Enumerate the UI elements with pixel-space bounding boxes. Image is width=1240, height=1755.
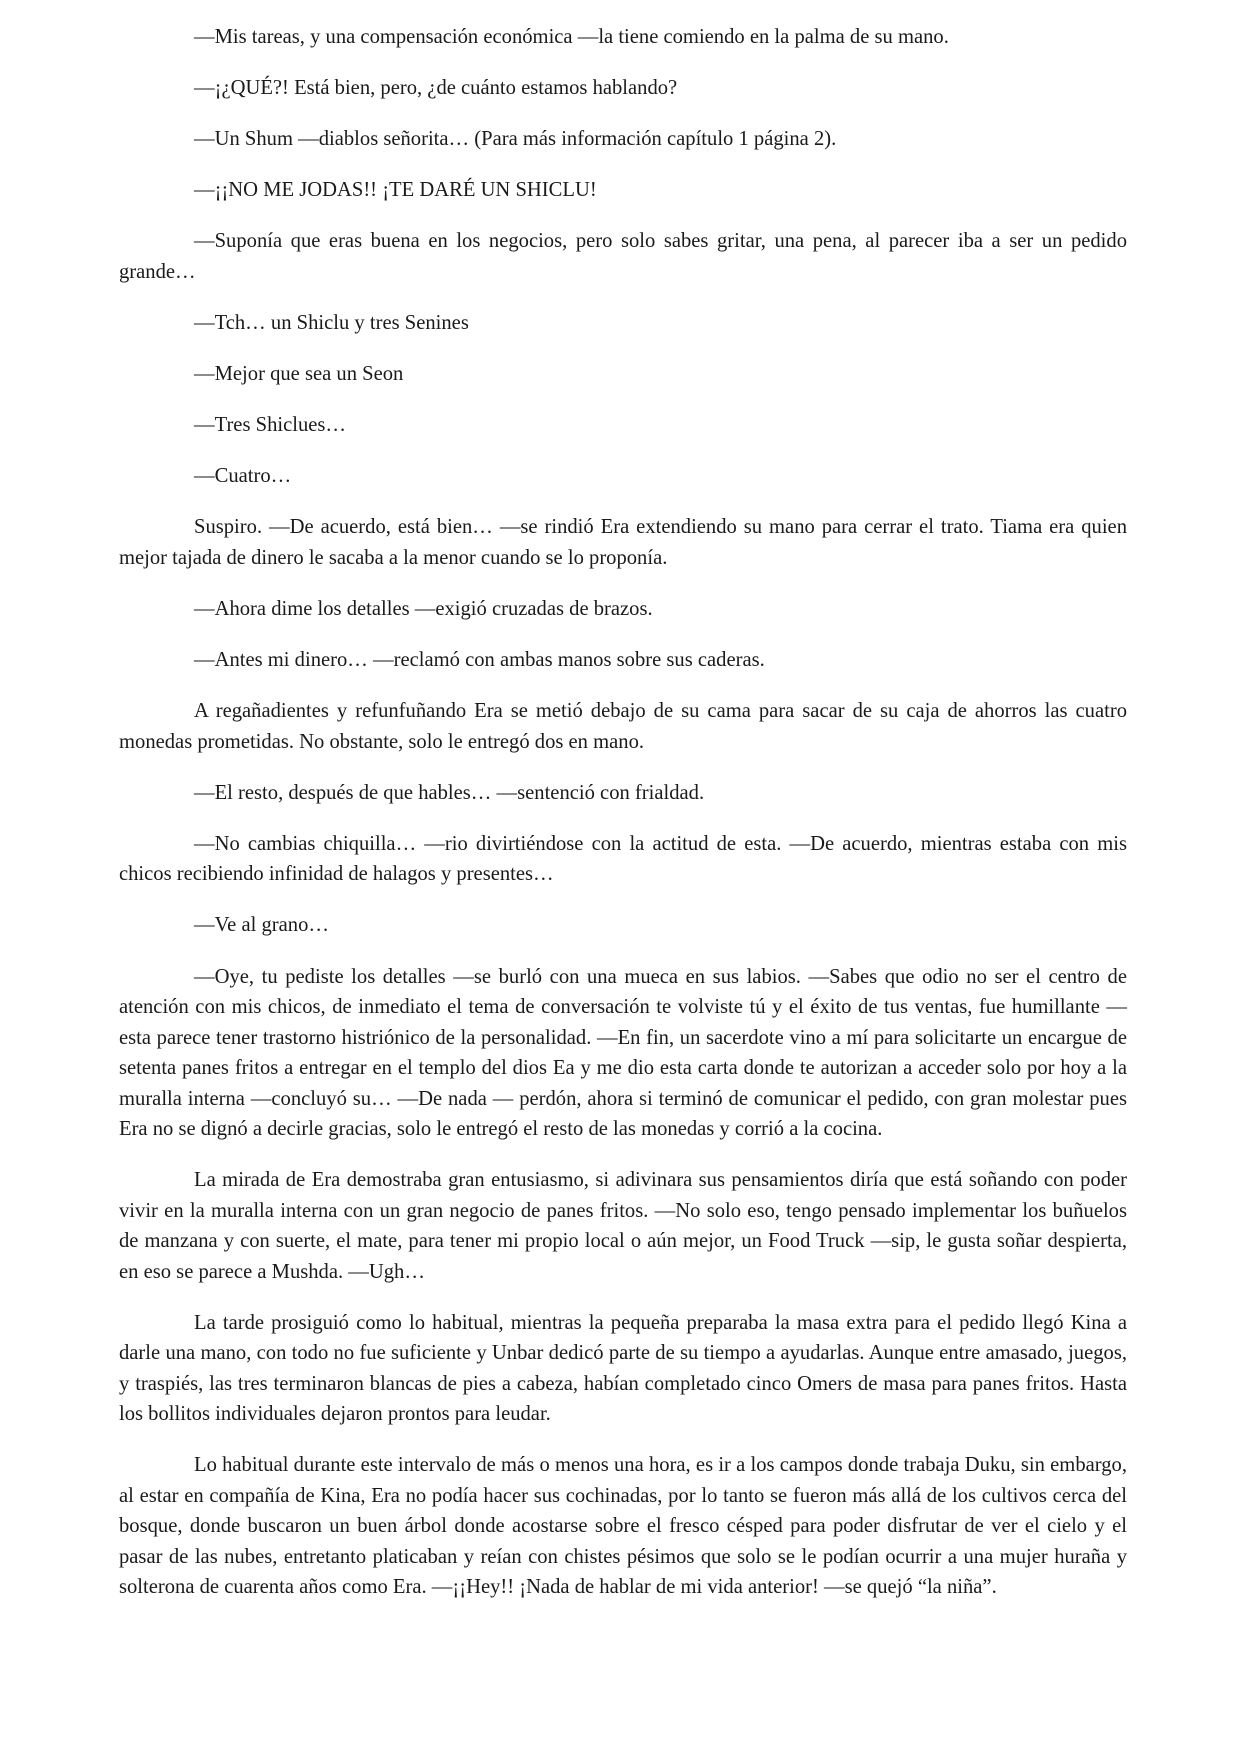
paragraph: —Tres Shiclues… <box>194 414 346 437</box>
paragraph: —Mis tareas, y una compensación económica —la tiene comiendo en la palma de su mano. <box>194 26 949 48</box>
document-page <box>119 22 1127 1623</box>
paragraph: Lo habitual durante este intervalo de más o menos una hora, es ir a los campos donde trabaja Duku, sin embargo, al estar en compañía de Kina, Era no podía hacer sus cochinadas, por lo tanto se fueron más allá de los cultivos cerca del bosque, donde buscaron un buen árbol donde acostarse sobre el fresco césped para poder disfrutar de ver el cielo y el pasar de las nubes, entretanto platicaban y reían con chistes pésimos que solo se le podían ocurrir a una mujer huraña y solterona de cuarenta años como Era. —¡¡Hey!! ¡Nada de hablar de mi vida anterior! —se quejó “la niña”. <box>119 1454 1127 1599</box>
paragraph: —Cuatro… <box>194 465 292 488</box>
paragraph: —Suponía que eras buena en los negocios, pero solo sabes gritar, una pena, al parecer iba a ser un pedido grande… <box>119 230 1127 283</box>
paragraph: Suspiro. —De acuerdo, está bien… —se rindió Era extendiendo su mano para cerrar el trato. Tiama era quien mejor tajada de dinero le sacaba a la menor cuando se lo proponía. <box>119 516 1127 569</box>
paragraph: La tarde prosiguió como lo habitual, mientras la pequeña preparaba la masa extra para el pedido llegó Kina a darle una mano, con todo no fue suficiente y Unbar dedicó parte de su tiempo a ayudarlas. Aunque entre amasado, juegos, y traspiés, las tres terminaron blancas de pies a cabeza, habían completado cinco Omers de masa para panes fritos. Hasta los bollitos individuales dejaron prontos para leudar. <box>119 1311 1127 1426</box>
paragraph: —Oye, tu pediste los detalles —se burló con una mueca en sus labios. —Sabes que odio no ser el centro de atención con mis chicos, de inmediato el tema de conversación te volviste tú y el éxito de tus ventas, fue humillante —esta parece tener trastorno histriónico de la personalidad. —En fin, un sacerdote vino a mí para solicitarte un encargue de setenta panes fritos a entregar en el templo del dios Ea y me dio esta carta donde te autorizan a acceder solo por hoy a la muralla interna —concluyó su… —De nada — perdón, ahora si terminó de comunicar el pedido, con gran molestar pues Era no se dignó a decirle gracias, solo le entregó el resto de las monedas y corrió a la cocina. <box>119 965 1127 1140</box>
paragraph: —Mejor que sea un Seon <box>194 363 404 386</box>
paragraph: —Ahora dime los detalles —exigió cruzadas de brazos. <box>194 597 653 620</box>
paragraph: —Un Shum —diablos señorita… (Para más información capítulo 1 página 2). <box>194 128 837 151</box>
paragraph: A regañadientes y refunfuñando Era se metió debajo de su cama para sacar de su caja de ahorros las cuatro monedas prometidas. No obstante, solo le entregó dos en mano. <box>119 700 1127 753</box>
paragraph: —¡¿QUÉ?! Está bien, pero, ¿de cuánto estamos hablando? <box>194 77 678 100</box>
paragraph: La mirada de Era demostraba gran entusiasmo, si adivinara sus pensamientos diría que está soñando con poder vivir en la muralla interna con un gran negocio de panes fritos. —No solo eso, tengo pensado implementar los buñuelos de manzana y con suerte, el mate, para tener mi propio local o aún mejor, un Food Truck —sip, le gusta soñar despierta, en eso se parece a Mushda. —Ugh… <box>119 1169 1127 1283</box>
paragraph: —El resto, después de que hables… —sentenció con frialdad. <box>194 781 705 804</box>
paragraph: —¡¡NO ME JODAS!! ¡TE DARÉ UN SHICLU! <box>194 179 597 202</box>
paragraph: —Tch… un Shiclu y tres Senines <box>194 311 469 334</box>
paragraph: —Antes mi dinero… —reclamó con ambas manos sobre sus caderas. <box>194 649 765 672</box>
paragraph: —No cambias chiquilla… —rio divirtiéndose con la actitud de esta. —De acuerdo, mientras estaba con mis chicos recibiendo infinidad de halagos y presentes… <box>119 832 1127 886</box>
paragraph: —Ve al grano… <box>194 914 329 937</box>
